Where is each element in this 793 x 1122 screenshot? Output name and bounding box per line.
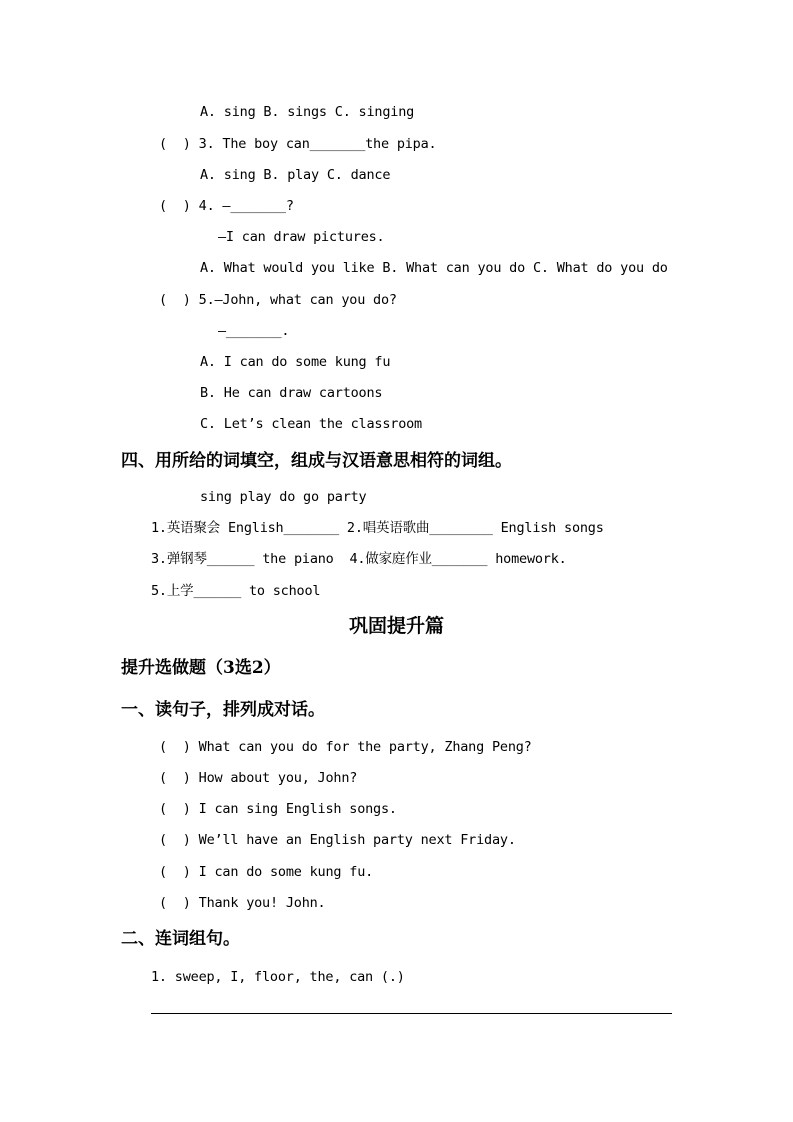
phrase-row-1: 1.英语聚会 English_______ 2.唱英语歌曲________ English songs: [151, 520, 604, 536]
dialogue-item: ( ) How about you, John?: [159, 770, 358, 786]
q5-option-a: A. I can do some kung fu: [200, 354, 391, 370]
dialogue-item: ( ) I can do some kung fu.: [159, 864, 374, 880]
consolidation-title: 巩固提升篇: [348, 615, 444, 637]
q5-option-b: B. He can draw cartoons: [200, 385, 383, 401]
part1-heading: 一、读句子，排列成对话。: [121, 700, 325, 720]
q4-reply: —I can draw pictures.: [218, 229, 385, 245]
q4-options: A. What would you like B. What can you do C. What do you do: [200, 260, 668, 276]
q3-options: A. sing B. play C. dance: [200, 167, 391, 183]
section4-heading: 四、用所给的词填空，组成与汉语意思相符的词组。: [121, 451, 512, 471]
q5-option-c: C. Let’s clean the classroom: [200, 416, 422, 432]
dialogue-item: ( ) Thank you! John.: [159, 895, 326, 911]
word-order-item-1: 1. sweep, I, floor, the, can (.): [151, 969, 405, 985]
q3-stem: ( ) 3. The boy can_______the pipa.: [159, 136, 437, 152]
phrase-row-2: 3.弹钢琴______ the piano 4.做家庭作业_______ homework.: [151, 551, 567, 567]
q5-stem: ( ) 5.—John, what can you do?: [159, 292, 397, 308]
q2-options: A. sing B. sings C. singing: [200, 104, 415, 120]
dialogue-item: ( ) We’ll have an English party next Friday.: [159, 832, 516, 848]
optional-subtitle: 提升选做题（3选2）: [121, 658, 281, 678]
answer-line: [151, 1013, 672, 1014]
dialogue-item: ( ) What can you do for the party, Zhang Peng?: [159, 739, 532, 755]
q5-reply: —_______.: [218, 323, 290, 339]
q4-stem: ( ) 4. —_______?: [159, 198, 294, 214]
phrase-row-3: 5.上学______ to school: [151, 583, 321, 599]
word-bank: sing play do go party: [200, 489, 367, 505]
dialogue-item: ( ) I can sing English songs.: [159, 801, 397, 817]
part2-heading: 二、连词组句。: [121, 929, 240, 949]
